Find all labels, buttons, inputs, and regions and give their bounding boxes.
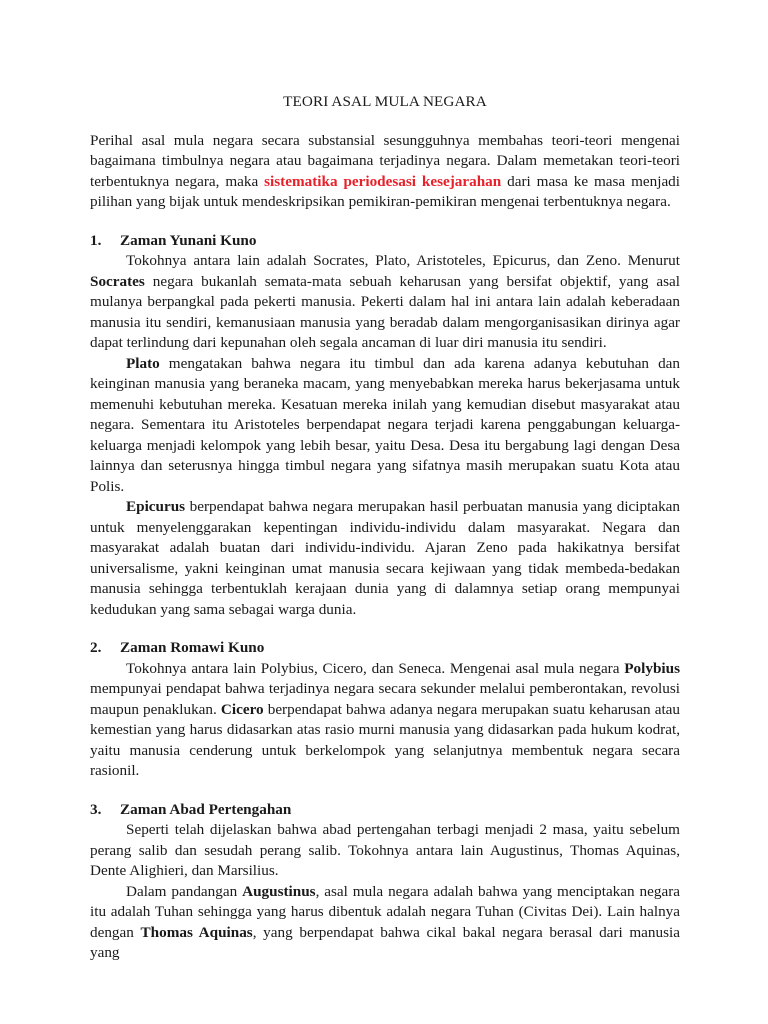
text-run: Tokohnya antara lain adalah Socrates, Plato, Aristoteles, Epicurus, dan Zeno. Menurut xyxy=(126,252,680,269)
text-run: , yang berpendapat bahwa cikal bakal negara berasal dari manusia yang xyxy=(90,923,680,961)
bold-name: Polybius xyxy=(624,659,680,677)
section-romawi-kuno xyxy=(90,638,680,782)
bold-name: Socrates xyxy=(90,272,145,290)
text-run: berpendapat bahwa negara merupakan hasil perbuatan manusia yang diciptakan untuk menyelenggarakan kepentingan individu-individu dalam masyarakat. Negara dan masyarakat adalah buatan dari individu-individu. Ajaran Zeno pada hakikatnya bersifat universalisme, yakni keinginan umat manusia secara kejiwaan yang tidak membeda-bedakan manusia sehingga terbentuklah kerajaan dunia yang di dalamnya setiap orang mempunyai kedudukan yang sama sebagai warga dunia. xyxy=(90,498,680,618)
intro-paragraph xyxy=(90,131,680,213)
section-title: Zaman Abad Pertengahan xyxy=(120,800,292,818)
text-run: Seperti telah dijelaskan bahwa abad pertengahan terbagi menjadi 2 masa, yaitu sebelum perang salib dan sesudah perang salib. Tokohnya antara lain Augustinus, Thomas Aquinas, Dente Alighieri, dan Marsilius. xyxy=(90,821,680,879)
section-heading xyxy=(90,231,680,252)
text-run: Dalam pandangan xyxy=(126,882,243,900)
intro-highlight: sistematika periodesasi kesejarahan xyxy=(264,172,502,190)
text-run: negara bukanlah semata-mata sebuah keharusan yang bersifat objektif, yang asal mulanya berpangkal pada pekerti manusia. Pekerti dalam hal ini antara lain adalah keberadaan manusia itu sendiri, kemanusiaan manusia yang beradab dalam mengorganisasikan dirinya agar dapat terlindung dari kepunahan oleh segala ancaman di luar diri manusia itu sendiri. xyxy=(90,272,680,351)
paragraph xyxy=(90,251,680,354)
section-yunani-kuno xyxy=(90,231,680,621)
text-run: mengatakan bahwa negara itu timbul dan ada karena adanya kebutuhan dan keinginan manusia yang beraneka macam, yang menyebabkan mereka harus bekerjasama untuk memenuhi kebutuhan mereka. Kesatuan mereka inilah yang kemudian disebut masyarakat atau negara. Sementara itu Aristoteles berpendapat negara terjadi karena penggabungan keluarga-keluarga menjadi kelompok yang lebih besar, yaitu Desa. Desa itu bergabung lagi dengan Desa lainnya dan seterusnya hingga timbul negara yang sifatnya masih merupakan suatu Kota atau Polis. xyxy=(90,354,680,495)
section-heading xyxy=(90,800,680,821)
text-run: , asal mula negara adalah bahwa yang menciptakan negara itu adalah Tuhan sehingga yang harus dibentuk adalah negara Tuhan (Civitas Dei). Lain halnya dengan xyxy=(90,882,680,941)
bold-name: Cicero xyxy=(220,700,264,718)
section-title: Zaman Romawi Kuno xyxy=(120,639,265,656)
document-title: TEORI ASAL MULA NEGARA xyxy=(283,93,487,110)
section-abad-pertengahan xyxy=(90,800,680,964)
section-heading xyxy=(90,638,680,659)
section-number: 2. xyxy=(90,639,102,656)
section-title: Zaman Yunani Kuno xyxy=(120,231,257,249)
intro-text-end: dari masa ke masa menjadi pilihan yang bijak untuk mendeskripsikan pemikiran-pemikiran mengenai terbentuknya negara. xyxy=(90,172,680,210)
paragraph xyxy=(90,882,680,964)
section-number: 3. xyxy=(90,800,102,818)
paragraph xyxy=(90,659,680,782)
bold-name: Epicurus xyxy=(126,498,186,515)
paragraph xyxy=(90,820,680,882)
bold-name: Plato xyxy=(126,354,160,372)
paragraph xyxy=(90,354,680,498)
text-run: Tokohnya antara lain Polybius, Cicero, dan Seneca. Mengenai asal mula negara xyxy=(126,659,625,677)
paragraph xyxy=(90,497,680,620)
text-run: mempunyai pendapat bahwa terjadinya negara secara sekunder melalui pemberontakan, revolusi maupun penaklukan. xyxy=(90,680,680,718)
bold-name: Thomas Aquinas xyxy=(140,923,253,941)
text-run: berpendapat bahwa adanya negara merupakan suatu keharusan atau kemestian yang harus didasarkan atas rasio murni manusia yang didasarkan pada hukum kodrat, yaitu manusia cenderung untuk berkelompok yang selanjutnya membentuk negara secara rasionil. xyxy=(90,700,680,779)
section-number: 1. xyxy=(90,231,102,249)
intro-text: Perihal asal mula negara secara substansial sesungguhnya membahas teori-teori mengenai bagaimana timbulnya negara atau bagaimana terjadinya negara. Dalam memetakan teori-teori terbentuknya negara, maka xyxy=(90,131,680,190)
bold-name: Augustinus xyxy=(242,882,316,900)
